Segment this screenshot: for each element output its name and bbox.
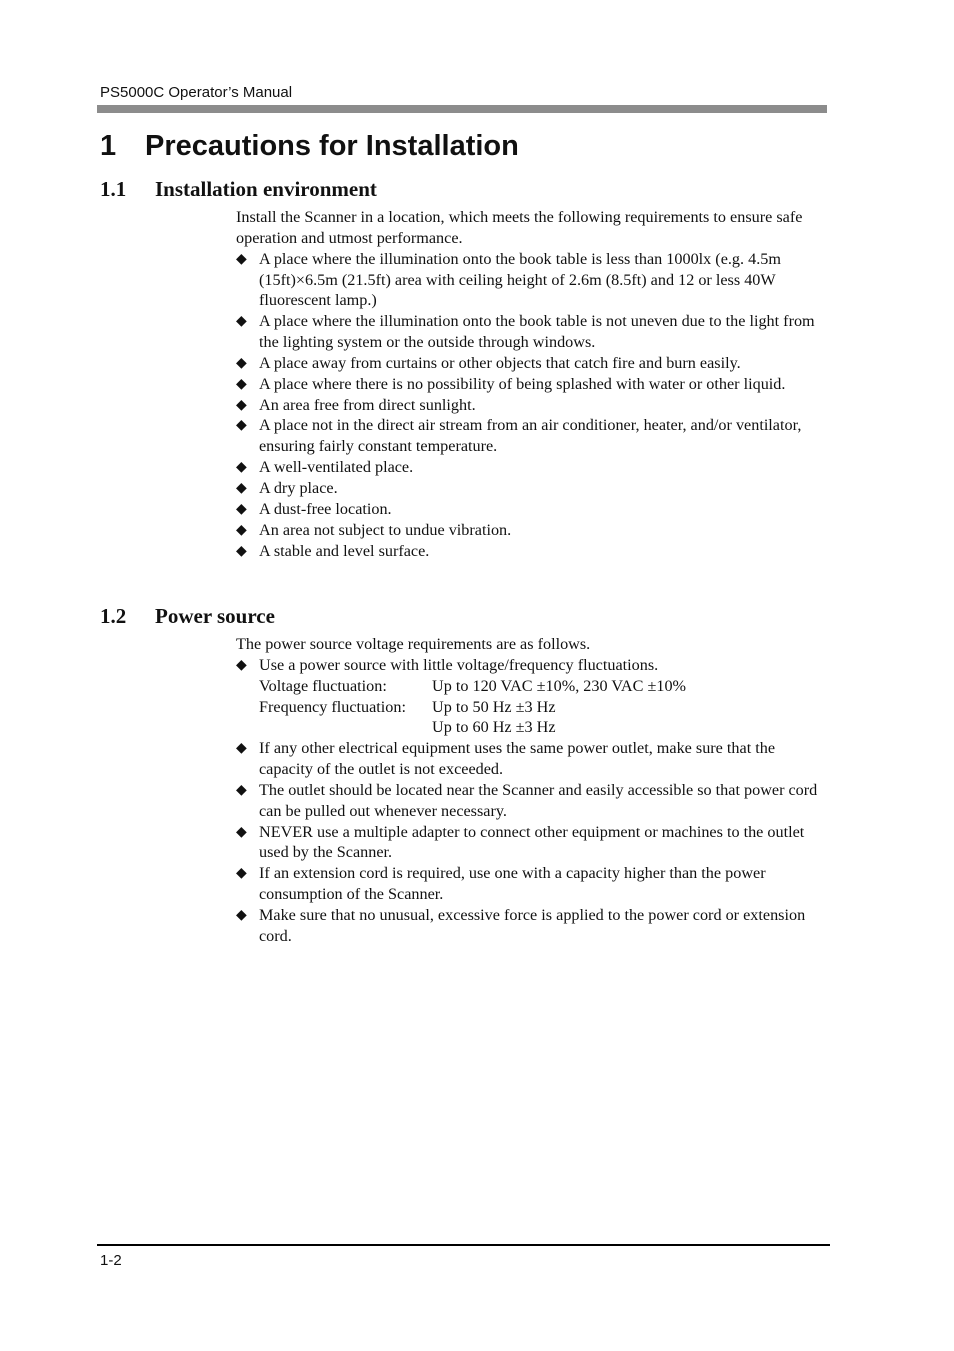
chapter-number: 1 [100, 130, 117, 162]
bullet-diamond-icon: ◆ [236, 906, 247, 923]
running-header: PS5000C Operator’s Manual [100, 84, 293, 101]
list-item [236, 457, 832, 478]
list-item-text: A place where the illumination onto the book table is less than 1000lx (e.g. 4.5m (15ft)×6.5m (21.5ft) area with ceiling height of 2.6m (8.5ft) and 12 or less 40W fluorescent lamp.) [259, 249, 781, 310]
list-item-text: A place where there is no possibility of being splashed with water or other liquid. [259, 374, 786, 393]
installation-requirements-list [236, 249, 832, 562]
spec-label: Voltage fluctuation: [259, 676, 387, 695]
list-item-text: Make sure that no unusual, excessive force is applied to the power cord or extension cord. [259, 905, 806, 945]
power-specs [259, 676, 832, 739]
list-item [236, 478, 832, 499]
bullet-diamond-icon: ◆ [236, 479, 247, 496]
list-item [236, 905, 832, 947]
section-title: Installation environment [155, 177, 377, 201]
spec-row-frequency [259, 697, 832, 718]
bullet-diamond-icon: ◆ [236, 250, 247, 267]
power-source-intro: The power source voltage requirements are as follows. [236, 635, 591, 653]
list-item [236, 822, 832, 864]
list-item [236, 499, 832, 520]
list-item [236, 520, 832, 541]
chapter-title: Precautions for Installation [145, 130, 519, 162]
power-source-list [236, 655, 832, 947]
chapter-heading [100, 130, 519, 163]
bullet-diamond-icon: ◆ [236, 417, 247, 434]
bullet-diamond-icon: ◆ [236, 396, 247, 413]
section-title: Power source [155, 604, 275, 628]
list-item-text: If an extension cord is required, use one with a capacity higher than the power consumption of the Scanner. [259, 864, 766, 904]
bullet-diamond-icon: ◆ [236, 823, 247, 840]
list-item [236, 541, 832, 562]
list-item-text: NEVER use a multiple adapter to connect other equipment or machines to the outlet used by the Scanner. [259, 822, 805, 862]
bullet-diamond-icon: ◆ [236, 354, 247, 371]
list-item [236, 780, 832, 822]
bullet-diamond-icon: ◆ [236, 459, 247, 476]
list-item [236, 395, 832, 416]
list-item [236, 311, 832, 353]
list-item [236, 738, 832, 780]
bullet-diamond-icon: ◆ [236, 313, 247, 330]
page-number: 1-2 [100, 1252, 122, 1269]
list-item [236, 415, 832, 457]
bullet-diamond-icon: ◆ [236, 740, 247, 757]
spec-value: Up to 120 VAC ±10%, 230 VAC ±10% [432, 676, 687, 695]
list-item-text: An area free from direct sunlight. [259, 395, 476, 414]
list-item-text: If any other electrical equipment uses the same power outlet, make sure that the capacity of the outlet is not exceeded. [259, 739, 776, 779]
spec-value: Up to 60 Hz ±3 Hz [432, 718, 556, 737]
list-item-text: A stable and level surface. [259, 541, 430, 560]
installation-environment-body [236, 207, 832, 561]
list-item-text: The outlet should be located near the Scanner and easily accessible so that power cord can be pulled out whenever necessary. [259, 780, 818, 820]
spec-value: Up to 50 Hz ±3 Hz [432, 697, 556, 716]
bullet-diamond-icon: ◆ [236, 656, 247, 673]
section-number: 1.2 [100, 604, 127, 628]
list-item-text: A place away from curtains or other objects that catch fire and burn easily. [259, 353, 741, 372]
bullet-diamond-icon: ◆ [236, 375, 247, 392]
list-item-text: A dry place. [259, 478, 338, 497]
spec-row-voltage [259, 676, 832, 697]
installation-intro: Install the Scanner in a location, which meets the following requirements to ensure safe operation and utmost performance. [236, 208, 803, 247]
spec-row-frequency-alt [259, 717, 832, 738]
list-item [236, 353, 832, 374]
list-item-text: A dust-free location. [259, 499, 392, 518]
bullet-diamond-icon: ◆ [236, 500, 247, 517]
list-item [236, 863, 832, 905]
list-item-text: An area not subject to undue vibration. [259, 520, 512, 539]
list-item [236, 249, 832, 312]
section-heading-power-source [100, 604, 275, 629]
list-item-text: A place not in the direct air stream from an air conditioner, heater, and/or ventilator, ensuring fairly constant temperature. [259, 416, 802, 456]
bullet-diamond-icon: ◆ [236, 865, 247, 882]
list-item-text: Use a power source with little voltage/frequency fluctuations. [259, 655, 659, 674]
header-rule [97, 105, 827, 113]
power-source-body [236, 634, 832, 947]
spec-label [259, 717, 432, 738]
list-item-text: A place where the illumination onto the book table is not uneven due to the light from the lighting system or the outside through windows. [259, 312, 815, 352]
list-item [236, 655, 832, 738]
footer-rule [97, 1244, 830, 1246]
section-number: 1.1 [100, 177, 127, 201]
bullet-diamond-icon: ◆ [236, 521, 247, 538]
section-heading-installation-environment [100, 177, 377, 202]
list-item-text: A well-ventilated place. [259, 458, 414, 477]
spec-label: Frequency fluctuation: [259, 697, 406, 716]
list-item [236, 374, 832, 395]
bullet-diamond-icon: ◆ [236, 781, 247, 798]
bullet-diamond-icon: ◆ [236, 542, 247, 559]
